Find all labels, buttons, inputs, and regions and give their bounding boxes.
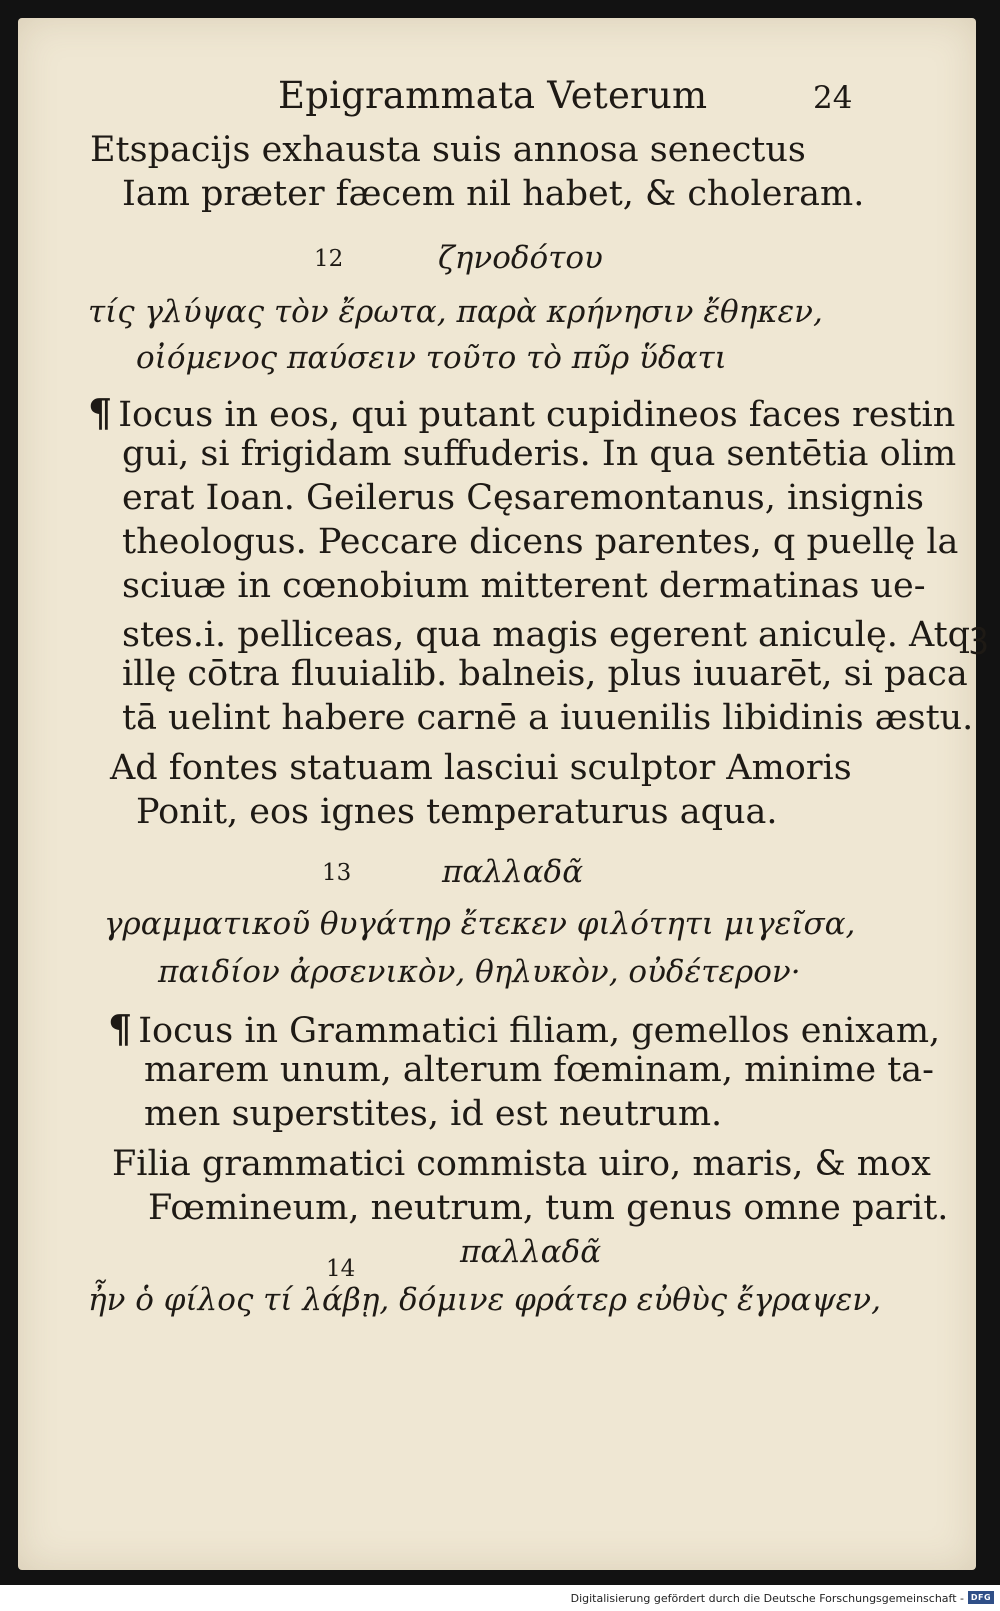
commentary-line: erat Ioan. Geilerus Cęsaremontanus, insignis: [122, 478, 924, 518]
epigram-author: παλλαδᾶ: [442, 854, 584, 890]
greek-line: οἰόμενος παύσειν τοῦτο τὸ πῦρ ὕδατι: [136, 340, 727, 376]
greek-line: ἦν ὁ φίλος τί λάβῃ, δόμινε φράτερ εὐθὺς ἔγραψεν,: [88, 1282, 881, 1318]
translation-line: Fœmineum, neutrum, tum genus omne parit.: [148, 1188, 949, 1228]
text-line: Etspacijs exhausta suis annosa senectus: [90, 130, 806, 170]
footer-bar: [0, 1585, 1000, 1611]
digitization-credit: Digitalisierung gefördert durch die Deutsche Forschungsgemeinschaft -: [570, 1592, 964, 1605]
commentary-line: men superstites, id est neutrum.: [144, 1094, 723, 1134]
page-number: 24: [813, 80, 853, 116]
book-page: [18, 18, 988, 1570]
text-line: Iam præter fæcem nil habet, & choleram.: [122, 174, 865, 214]
pilcrow-icon: ¶: [108, 1006, 133, 1051]
dfg-logo: DFG: [968, 1591, 994, 1604]
commentary-line: stes.i. pelliceas, qua magis egerent aniculę. Atqꝫ: [122, 615, 988, 655]
pilcrow-icon: ¶: [88, 390, 113, 435]
translation-line: Filia grammatici commista uiro, maris, & mox: [112, 1144, 931, 1184]
greek-line: τίς γλύψας τὸν ἔρωτα, παρὰ κρήνησιν ἔθηκεν,: [88, 294, 823, 330]
epigram-number: 12: [314, 246, 344, 272]
epigram-author: ζηνοδότου: [438, 240, 603, 276]
commentary-line: marem unum, alterum fœminam, minime ta-: [144, 1050, 934, 1090]
greek-line: παιδίον ἀρσενικὸν, θηλυκὸν, οὐδέτερον·: [158, 954, 801, 990]
commentary-line: theologus. Peccare dicens parentes, q puellę la: [122, 522, 959, 562]
greek-line: γραμματικοῦ θυγάτηρ ἔτεκεν φιλότητι μιγεῖσα,: [104, 906, 856, 942]
commentary-line: ¶ Iocus in eos, qui putant cupidineos faces restin: [88, 390, 956, 435]
translation-line: Ad fontes statuam lasciui sculptor Amoris: [110, 748, 852, 788]
commentary-line: illę cōtra fluuialib. balneis, plus iuuarēt, si paca: [122, 654, 968, 694]
epigram-number: 13: [322, 860, 352, 886]
commentary-line: ¶ Iocus in Grammatici filiam, gemellos enixam,: [108, 1006, 941, 1051]
commentary-line: tā uelint habere carnē a iuuenilis libidinis æstu.: [122, 698, 974, 738]
commentary-line: sciuæ in cœnobium mitterent dermatinas ue-: [122, 566, 926, 606]
translation-line: Ponit, eos ignes temperaturus aqua.: [136, 792, 778, 832]
running-title: Epigrammata Veterum: [278, 74, 708, 117]
commentary-line: gui, si frigidam suffuderis. In qua sentētia olim: [122, 434, 957, 474]
epigram-author: παλλαδᾶ: [460, 1234, 602, 1270]
epigram-number: 14: [326, 1256, 356, 1282]
